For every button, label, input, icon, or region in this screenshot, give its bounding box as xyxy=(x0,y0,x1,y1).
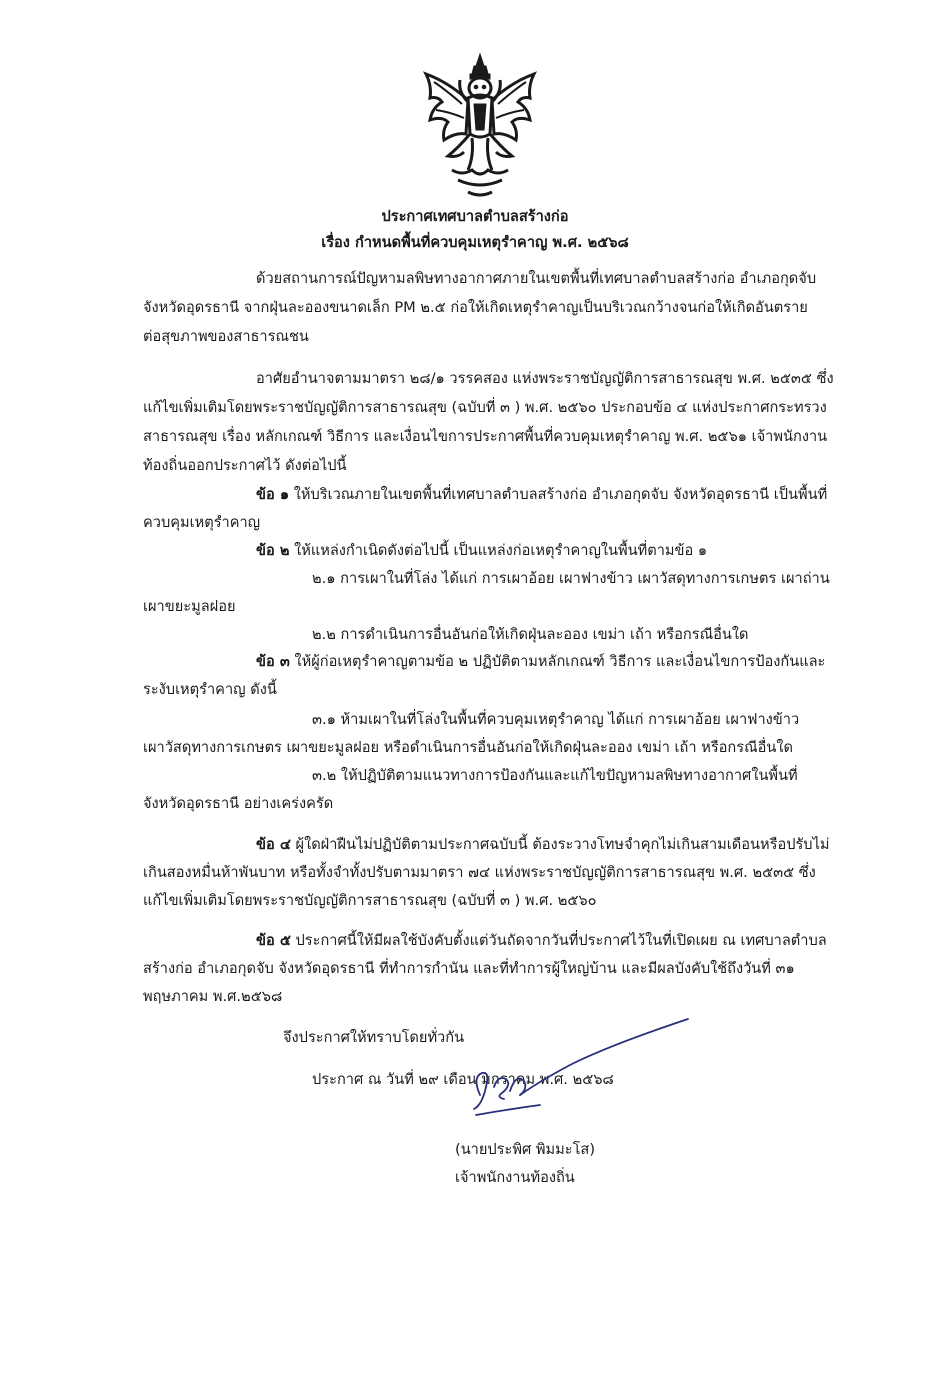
clause-3-sub-1-line-2: เผาวัสดุทางการเกษตร เผาขยะมูลฝอย หรือดำเนินการอื่นอันก่อให้เกิดฝุ่นละออง เขม่า เถ้า หรือกรณีอื่นใด xyxy=(143,739,793,756)
intro-line-1: ด้วยสถานการณ์ปัญหามลพิษทางอากาศภายในเขตพื้นที่เทศบาลตำบลสร้างก่อ อำเภอกุดจับ xyxy=(256,270,817,287)
clause-4-line-3: แก้ไขเพิ่มเติมโดยพระราชบัญญัติการสาธารณสุข (ฉบับที่ ๓ ) พ.ศ. ๒๕๖๐ xyxy=(143,892,597,909)
clause-3-text: ให้ผู้ก่อเหตุรำคาญตามข้อ ๒ ปฏิบัติตามหลักเกณฑ์ วิธีการ และเงื่อนไขการป้องกันและ xyxy=(289,653,826,670)
signatory-name: (นายประพิศ พิมมะโส) xyxy=(455,1141,596,1158)
announcement-subject: เรื่อง กำหนดพื้นที่ควบคุมเหตุรำคาญ พ.ศ. ๒๕๖๘ xyxy=(321,234,629,251)
clause-3-line-1 xyxy=(256,651,825,673)
clause-3-sub-2-line-1: ๓.๒ ให้ปฏิบัติตามแนวทางการป้องกันและแก้ไขปัญหามลพิษทางอากาศในพื้นที่ xyxy=(312,767,798,784)
clause-1-line-2: ควบคุมเหตุรำคาญ xyxy=(143,514,261,531)
clause-1-text: ให้บริเวณภายในเขตพื้นที่เทศบาลตำบลสร้างก่อ อำเภอกุดจับ จังหวัดอุดรธานี เป็นพื้นที่ xyxy=(289,486,828,503)
signatory-position: เจ้าพนักงานท้องถิ่น xyxy=(455,1169,575,1186)
clause-5-text: ประกาศนี้ให้มีผลใช้บังคับตั้งแต่วันถัดจากวันที่ประกาศไว้ในที่เปิดเผย ณ เทศบาลตำบล xyxy=(290,932,827,949)
clause-1-label: ข้อ ๑ xyxy=(256,486,290,503)
authority-line-2: แก้ไขเพิ่มเติมโดยพระราชบัญญัติการสาธารณสุข (ฉบับที่ ๓ ) พ.ศ. ๒๕๖๐ ประกอบข้อ ๔ แห่งประกาศกระทรวง xyxy=(143,399,827,416)
clause-2-sub-2: ๒.๒ การดำเนินการอื่นอันก่อให้เกิดฝุ่นละออง เขม่า เถ้า หรือกรณีอื่นใด xyxy=(312,626,749,643)
clause-2-sub-1-line-1: ๒.๑ การเผาในที่โล่ง ได้แก่ การเผาอ้อย เผาฟางข้าว เผาวัสดุทางการเกษตร เผาถ่าน xyxy=(312,570,830,587)
authority-line-4: ท้องถิ่นออกประกาศไว้ ดังต่อไปนี้ xyxy=(143,457,347,474)
clause-4-text: ผู้ใดฝ่าฝืนไม่ปฏิบัติตามประกาศฉบับนี้ ต้องระวางโทษจำคุกไม่เกินสามเดือนหรือปรับไม่ xyxy=(290,836,830,853)
intro-line-3: ต่อสุขภาพของสาธารณชน xyxy=(143,328,309,345)
clause-2-label: ข้อ ๒ xyxy=(256,542,290,559)
authority-line-1: อาศัยอำนาจตามมาตรา ๒๘/๑ วรรคสอง แห่งพระราชบัญญัติการสาธารณสุข พ.ศ. ๒๕๓๕ ซึ่ง xyxy=(256,370,834,387)
clause-3-sub-1-line-1: ๓.๑ ห้ามเผาในที่โล่งในพื้นที่ควบคุมเหตุรำคาญ ได้แก่ การเผาอ้อย เผาฟางข้าว xyxy=(312,711,800,728)
clause-4-line-2: เกินสองหมื่นห้าพันบาท หรือทั้งจำทั้งปรับตามมาตรา ๗๔ แห่งพระราชบัญญัติการสาธารณสุข พ.ศ. ๒๕๓๕ ซึ่ง xyxy=(143,864,816,881)
closing-notice: จึงประกาศให้ทราบโดยทั่วกัน xyxy=(283,1029,465,1046)
clause-2-sub-1-line-2: เผาขยะมูลฝอย xyxy=(143,598,236,615)
clause-3-label: ข้อ ๓ xyxy=(256,653,290,670)
signature-icon xyxy=(450,1015,700,1135)
clause-3-sub-2-line-2: จังหวัดอุดรธานี อย่างเคร่งครัด xyxy=(143,795,334,812)
clause-4-line-1 xyxy=(256,834,830,856)
clause-3-line-2: ระงับเหตุรำคาญ ดังนี้ xyxy=(143,681,277,698)
clause-5-line-1 xyxy=(256,930,827,952)
announcement-date: ประกาศ ณ วันที่ ๒๙ เดือน มกราคม พ.ศ. ๒๕๖๘ xyxy=(312,1071,614,1088)
clause-5-line-2: สร้างก่อ อำเภอกุดจับ จังหวัดอุดรธานี ที่ทำการกำนัน และที่ทำการผู้ใหญ่บ้าน และมีผลบังคับใช้ถึงวันที่ ๓๑ xyxy=(143,960,795,977)
clause-4-label: ข้อ ๔ xyxy=(256,836,291,853)
clause-2-text: ให้แหล่งกำเนิดดังต่อไปนี้ เป็นแหล่งก่อเหตุรำคาญในพื้นที่ตามข้อ ๑ xyxy=(289,542,708,559)
garuda-emblem-icon xyxy=(418,52,542,202)
announcement-title: ประกาศเทศบาลตำบลสร้างก่อ xyxy=(381,208,569,225)
clause-1-line-1 xyxy=(256,484,827,506)
authority-line-3: สาธารณสุข เรื่อง หลักเกณฑ์ วิธีการ และเงื่อนไขการประกาศพื้นที่ควบคุมเหตุรำคาญ พ.ศ. ๒๕๖๑ เจ้าพนักงาน xyxy=(143,428,828,445)
clause-5-line-3: พฤษภาคม พ.ศ.๒๕๖๘ xyxy=(143,988,283,1005)
intro-line-2: จังหวัดอุดรธานี จากฝุ่นละอองขนาดเล็ก PM ๒.๕ ก่อให้เกิดเหตุรำคาญเป็นบริเวณกว้างจนก่อให้เกิดอันตราย xyxy=(143,299,808,316)
clause-2-line-1 xyxy=(256,540,707,562)
clause-5-label: ข้อ ๕ xyxy=(256,932,291,949)
